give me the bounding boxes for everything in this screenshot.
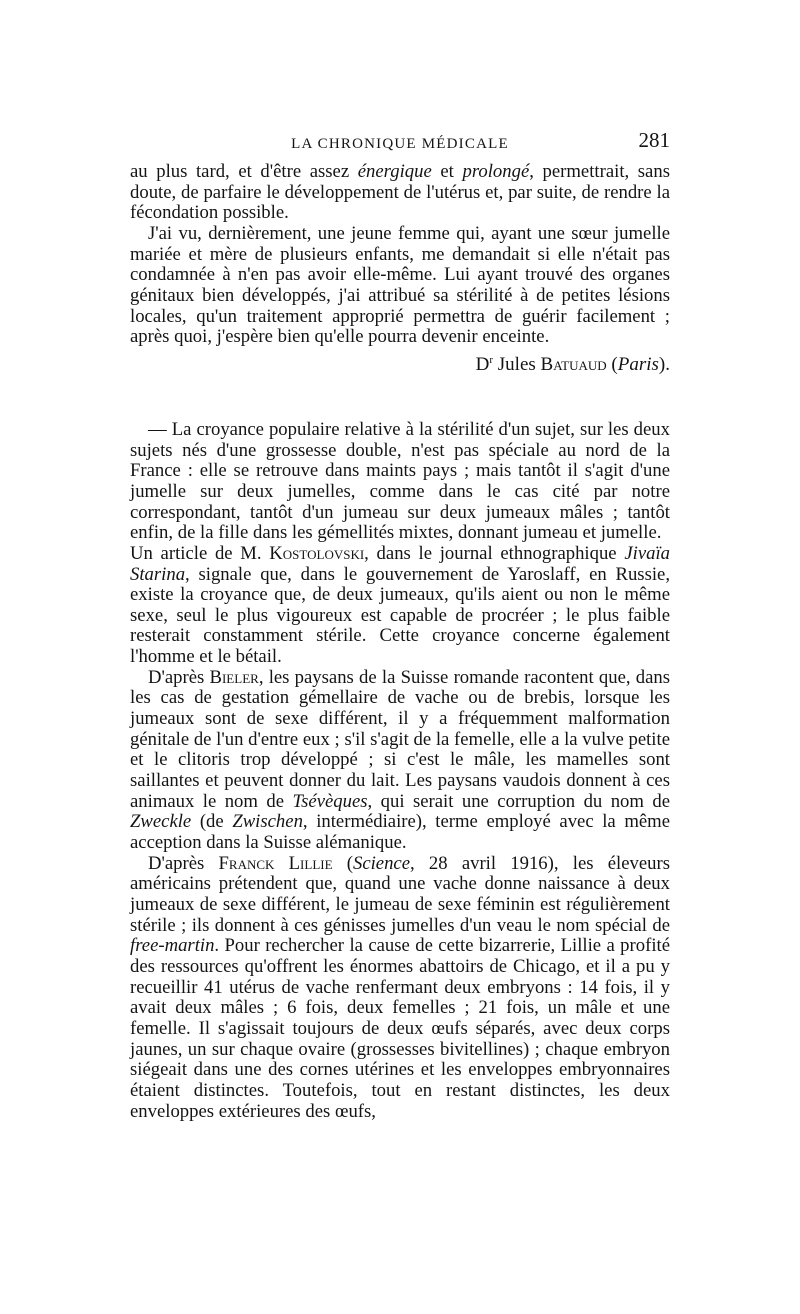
paragraph-3: — La croyance populaire relative à la stérilité d'un sujet, sur les deux sujets nés d'une grossesse double, n'est pas spéciale au nord de la France : elle se retrouve dans maints pays ; mais tantôt il s'agit d'une jumelle sur deux jumelles, comme dans le cas cité par notre correspondant, tantôt d'un jumeau sur deux jumeaux mâles ; tantôt enfin, de la fille dans les gémellités mixtes, donnant jumeau et jumelle. xyxy=(130,418,670,544)
section-break xyxy=(130,376,670,420)
paragraph-5: D'après Bieler, les paysans de la Suisse romande racontent que, dans les cas de gestation gémellaire de vache ou de brebis, lorsque les jumeaux sont de sexe différent, il y a fréquemment malformation génitale de l'un d'entre eux ; s'il s'agit de la femelle, elle a la vulve petite et le clitoris trop développé ; si c'est le mâle, les mamelles sont saillantes et peuvent donner du lait. Les paysans vaudois donnent à ces animaux le nom de Tsévèques, qui serait une corruption du nom de Zweckle (de Zwischen, intermédiaire), terme employé avec la même acception dans la Suisse alémanique. xyxy=(130,666,671,854)
author-signature: $D^r$ Jules Batuaud (Paris). xyxy=(475,353,670,375)
paragraph-4: Un article de M. Kostolovski, dans le journal ethnographique Jivaïa Starina, signale que, dans le gouvernement de Yaroslaff, en Russie, existe la croyance que, de deux jumeaux, qu'ils aient ou non le même sexe, seul le plus vigoureux est capable de procréer ; le plus faible resterait constamment stérile. Cette croyance concerne également l'homme et le bétail. xyxy=(130,542,670,668)
running-title: LA CHRONIQUE MÉDICALE xyxy=(291,136,509,152)
paragraph-6: D'après Franck Lillie (Science, 28 avril 1916), les éleveurs américains prétendent que, quand une vache donne naissance à deux jumeaux de sexe différent, le jumeau de sexe féminin est régulièrement stérile ; ils donnent à ces génisses jumelles d'un veau le nom spécial de free-martin. Pour rechercher la cause de cette bizarrerie, Lillie a profité des ressources qu'offrent les énormes abattoirs de Chicago, et il a pu y recueillir 41 utérus de vache renfermant deux embryons : 14 fois, il y avait deux mâles ; 6 fois, deux femelles ; 21 fois, un mâle et une femelle. Il s'agissait toujours de deux œufs séparés, avec deux corps jaunes, un sur chaque ovaire (grossesses bivitellines) ; chaque embryon siégeait dans une des cornes utérines et les enveloppes embryonnaires étaient distinctes. Toutefois, tout en restant distinctes, les deux enveloppes extérieures des œufs, xyxy=(130,852,670,1122)
paragraph-2: J'ai vu, dernièrement, une jeune femme qui, ayant une sœur jumelle mariée et mère de plusieurs enfants, me demandait si elle n'était pas condamnée à n'en pas avoir elle-même. Lui ayant trouvé des organes génitaux bien développés, j'ai attribué sa stérilité à de petites lésions locales, qu'un traitement approprié permettra de guérir facilement ; après quoi, j'espère bien qu'elle pourra devenir enceinte. xyxy=(130,222,670,348)
paragraph-1: au plus tard, et d'être assez énergique et prolongé, permettrait, sans doute, de parfaire le développement de l'utérus et, par suite, de rendre la fécondation possible. xyxy=(130,161,670,224)
running-header xyxy=(130,128,670,162)
book-page xyxy=(130,128,670,1122)
page-number: 281 xyxy=(638,128,670,152)
